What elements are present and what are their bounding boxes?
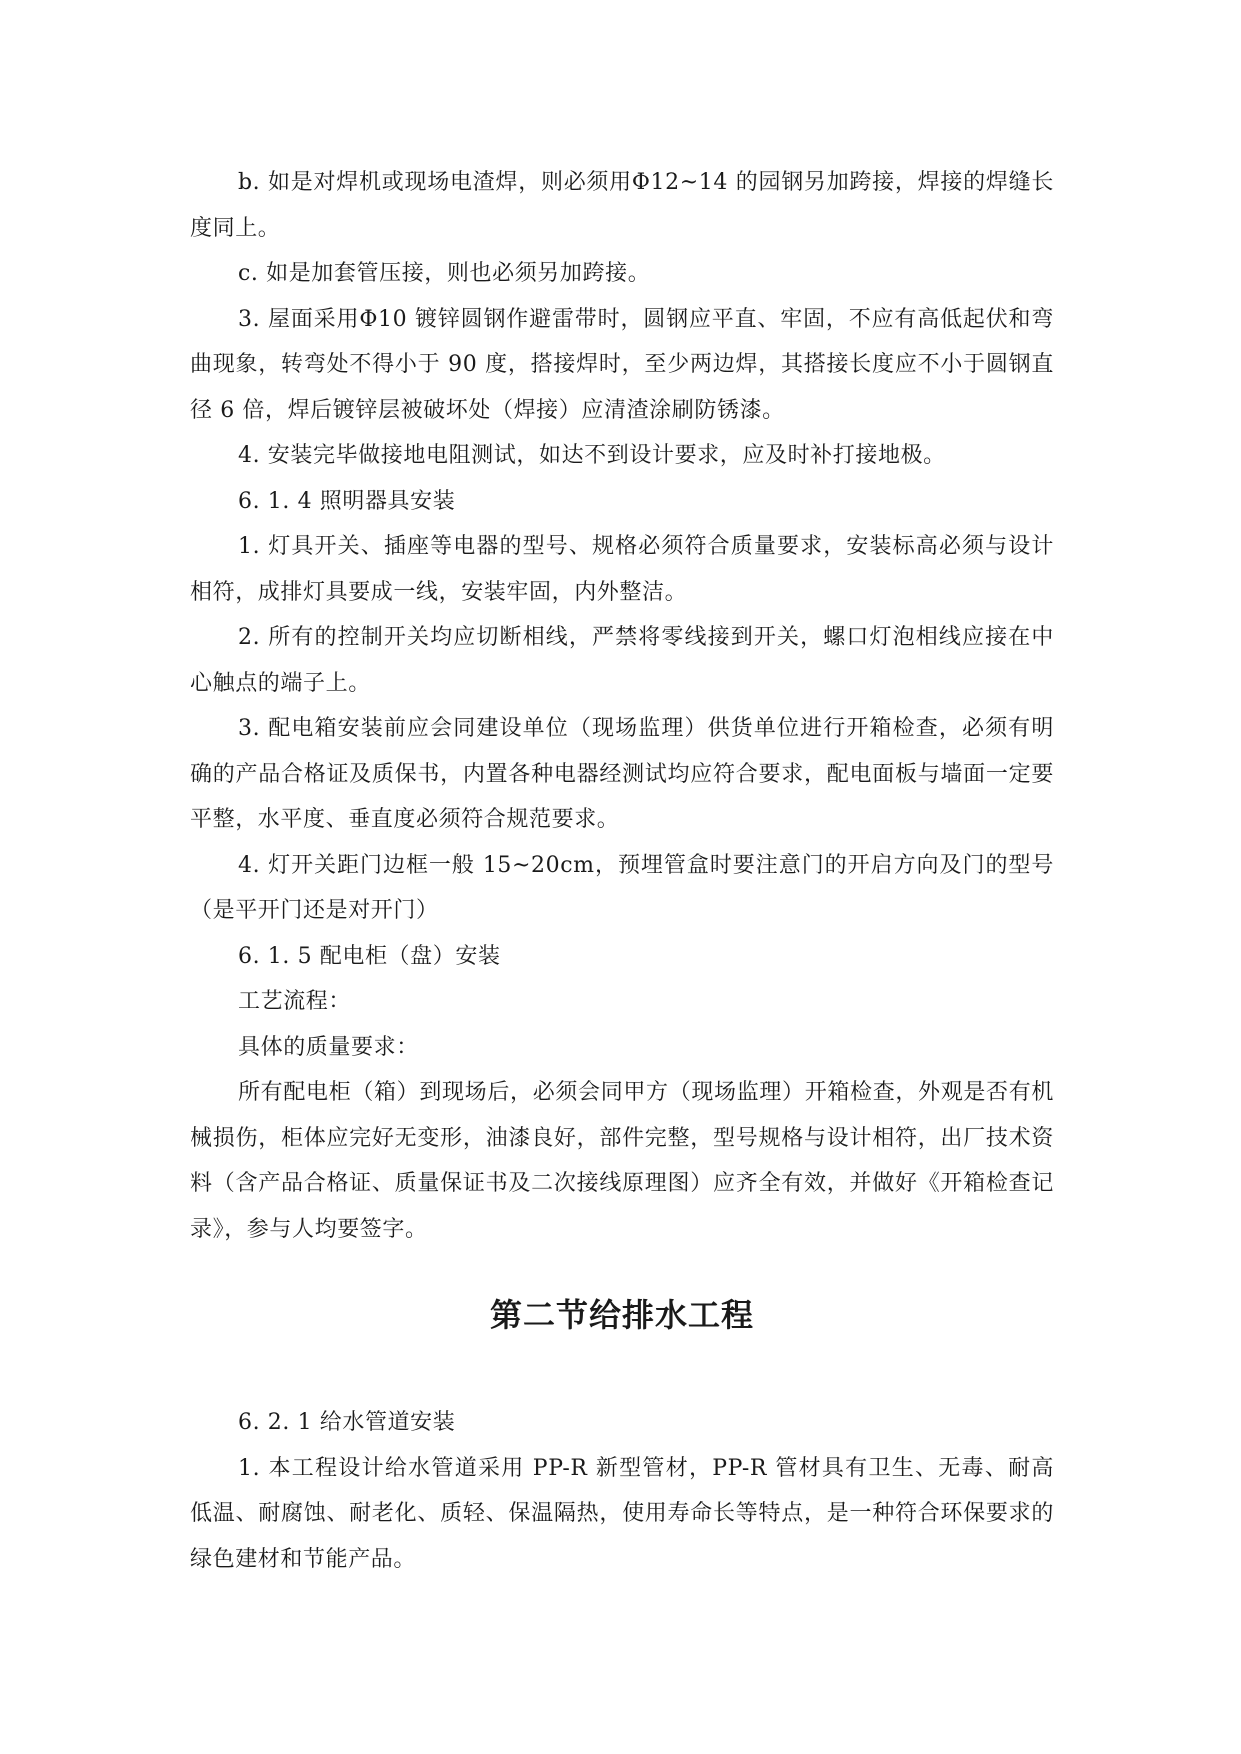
paragraph-lighting-2: 2. 所有的控制开关均应切断相线，严禁将零线接到开关，螺口灯泡相线应接在中心触点的端子上。 — [190, 625, 1054, 696]
paragraph-cabinet-inspection: 所有配电柜（箱）到现场后，必须会同甲方（现场监理）开箱检查，外观是否有机械损伤，柜体应完好无变形，油漆良好，部件完整，型号规格与设计相符，出厂技术资料（含产品合格证、质量保证书及二次接线原理图）应齐全有效，并做好《开箱检查记录》，参与人均要签字。 — [190, 1080, 1054, 1242]
paragraph-weld-c: c. 如是加套管压接，则也必须另加跨接。 — [238, 261, 651, 286]
paragraph-lighting-4: 4. 灯开关距门边框一般 15~20cm，预埋管盒时要注意门的开启方向及门的型号（是平开门还是对开门） — [190, 852, 1054, 923]
paragraph-grounding-test: 4. 安装完毕做接地电阻测试，如达不到设计要求，应及时补打接地极。 — [238, 443, 946, 468]
paragraph-weld-b: b. 如是对焊机或现场电渣焊，则必须用Φ12~14 的园钢另加跨接，焊接的焊缝长度同上。 — [190, 170, 1054, 241]
subsection-water-supply-title: 6. 2. 1 给水管道安装 — [238, 1410, 456, 1435]
document-body — [190, 160, 1054, 1582]
paragraph-lighting-1: 1. 灯具开关、插座等电器的型号、规格必须符合质量要求，安装标高必须与设计相符，成排灯具要成一线，安装牢固，内外整洁。 — [190, 534, 1054, 605]
paragraph-roof-lightning-strip: 3. 屋面采用Φ10 镀锌圆钢作避雷带时，圆钢应平直、牢固，不应有高低起伏和弯曲现象，转弯处不得小于 90 度，搭接焊时，至少两边焊，其搭接长度应不小于圆钢直径 6 倍，焊后镀锌层被破坏处（焊接）应清渣涂刷防锈漆。 — [190, 306, 1054, 423]
paragraph-quality-requirements: 具体的质量要求： — [238, 1034, 419, 1060]
paragraph-water-supply-1: 1. 本工程设计给水管道采用 PP-R 新型管材，PP-R 管材具有卫生、无毒、耐高低温、耐腐蚀、耐老化、质轻、保温隔热，使用寿命长等特点，是一种符合环保要求的绿色建材和节能产品。 — [190, 1455, 1054, 1572]
paragraph-lighting-3: 3. 配电箱安装前应会同建设单位（现场监理）供货单位进行开箱检查，必须有明确的产品合格证及质保书，内置各种电器经测试均应符合要求，配电面板与墙面一定要平整，水平度、垂直度必须符合规范要求。 — [190, 716, 1054, 832]
paragraph-process-flow: 工艺流程： — [238, 989, 352, 1014]
subsection-cabinet-title: 6. 1. 5 配电柜（盘）安装 — [238, 943, 501, 969]
section-heading: 第二节给排水工程 — [489, 1296, 754, 1334]
subsection-lighting-title: 6. 1. 4 照明器具安装 — [238, 488, 456, 514]
